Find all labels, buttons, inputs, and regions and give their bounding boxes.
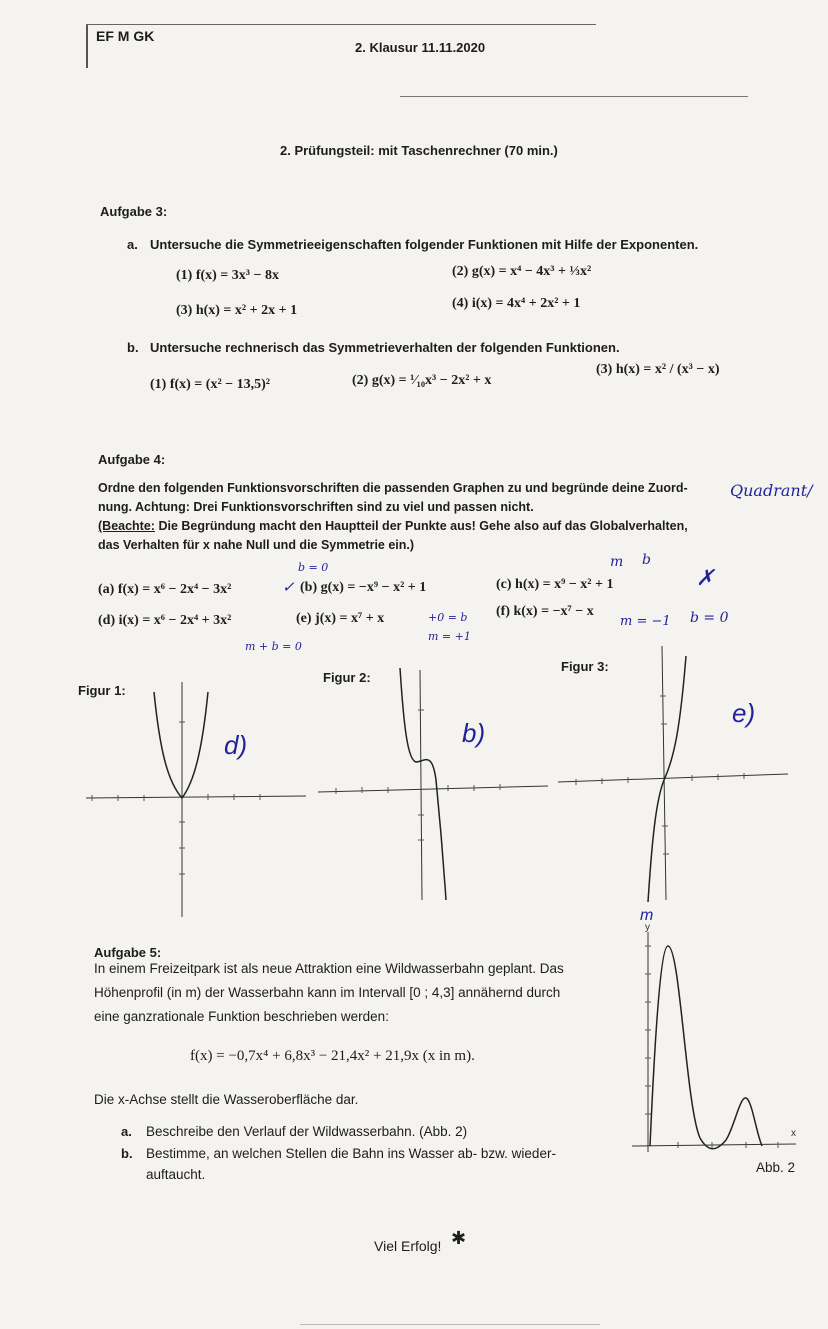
handwritten-m-minus: m = −1: [620, 614, 671, 629]
exam-title: 2. Klausur 11.11.2020: [355, 40, 486, 55]
task5-formula: f(x) = −0,7x⁴ + 6,8x³ − 21,4x² + 21,9x (x in m).: [190, 1048, 475, 1064]
task5-a-label: a.: [121, 1124, 132, 1139]
figure-2-curve: [400, 668, 446, 900]
abb2-graph: [628, 906, 818, 1176]
abb2-x-label: x: [791, 1128, 796, 1139]
task4-note-text: Die Begründung macht den Hauptteil der Punkte aus! Gehe also auf das Globalverhalten,: [154, 519, 688, 533]
task3-b-item-2: (2) g(x) = ¹⁄₁₀x³ − 2x² + x: [352, 373, 492, 388]
task4-function-e: (e) j(x) = x⁷ + x: [296, 611, 385, 626]
task3-b-item-3: (3) h(x) = x² / (x³ − x): [596, 362, 720, 377]
task4-function-c: (c) h(x) = x⁹ − x² + 1: [496, 577, 614, 592]
figure-2-label: Figur 2:: [323, 670, 371, 685]
margin-note: Quadrant/: [730, 481, 813, 500]
figure-1-curve: [154, 692, 208, 798]
handwritten-m-plus: m = +1: [428, 630, 471, 643]
abb2-x-axis: [632, 1144, 796, 1146]
task3-title: Aufgabe 3:: [100, 204, 168, 219]
handwritten-cross: ✗: [696, 566, 715, 591]
abb2-handwritten-m: m: [640, 907, 654, 924]
course-label: EF M GK: [96, 28, 155, 44]
figure-1-label: Figur 1:: [78, 683, 126, 698]
task4-text-2: nung. Achtung: Drei Funktionsvorschriften sind zu viel und passen nicht.: [98, 500, 534, 514]
task5-text-2: Höhenprofil (in m) der Wasserbahn kann im Intervall [0 ; 4,3] annähernd durch: [94, 985, 561, 1000]
task4-function-d: (d) i(x) = x⁶ − 2x⁴ + 3x²: [98, 613, 232, 628]
task4-note-label: (Beachte:: [98, 519, 155, 533]
task3-a-label: a.: [127, 237, 138, 252]
figure-3-x-axis: [558, 774, 788, 782]
figure-1-handwritten-label: d): [224, 730, 248, 760]
task5-text-1: In einem Freizeitpark ist als neue Attraktion eine Wildwasserbahn geplant. Das: [94, 961, 564, 976]
task3-b-text: Untersuche rechnerisch das Symmetrieverhalten der folgenden Funktionen.: [150, 340, 620, 355]
figure-3-label: Figur 3:: [561, 659, 609, 674]
task4-function-a: (a) f(x) = x⁶ − 2x⁴ − 3x²: [98, 582, 232, 597]
task3-a-item-3: (3) h(x) = x² + 2x + 1: [176, 303, 298, 318]
figure-2-graph: [316, 650, 556, 915]
header-box: [86, 24, 88, 68]
task5-text-4: Die x-Achse stellt die Wasseroberfläche dar.: [94, 1092, 359, 1107]
task3-b-label: b.: [127, 340, 139, 355]
star-icon: ✱: [451, 1228, 467, 1248]
bottom-rule: [300, 1324, 600, 1325]
task4-function-b: (b) g(x) = −x⁹ − x² + 1: [300, 580, 427, 595]
abb2-curve: [650, 946, 762, 1149]
figure-3-y-axis: [662, 646, 666, 900]
task5-b-text-2: auftaucht.: [146, 1167, 206, 1182]
task4-text-1: Ordne den folgenden Funktionsvorschriften die passenden Graphen zu und begründe deine Zuord-: [98, 481, 688, 495]
task5-title: Aufgabe 5:: [94, 945, 162, 960]
task3-a-item-1: (1) f(x) = 3x³ − 8x: [176, 268, 279, 283]
section-title: 2. Prüfungsteil: mit Taschenrechner (70 min.): [280, 143, 558, 158]
handwritten-check: ✓: [282, 578, 295, 596]
figure-1-x-axis: [86, 796, 306, 798]
task3-b-item-1: (1) f(x) = (x² − 13,5)²: [150, 377, 270, 392]
handwritten-zero-b: +0 = b: [428, 611, 468, 624]
handwritten-b-zero: b = 0: [690, 610, 729, 626]
task5-text-3: eine ganzrationale Funktion beschrieben werden:: [94, 1009, 389, 1024]
figure-1-graph: [84, 662, 314, 927]
figure-3-handwritten-label: e): [732, 698, 756, 728]
task4-text-4: das Verhalten für x nahe Null und die Symmetrie ein.): [98, 538, 415, 552]
handwritten-m: m: [610, 554, 624, 570]
figure-2-x-axis: [318, 786, 548, 792]
task3-a-item-4: (4) i(x) = 4x⁴ + 2x² + 1: [452, 296, 581, 311]
abb2-y-label: y: [645, 922, 650, 933]
task5-b-text-1: Bestimme, an welchen Stellen die Bahn ins Wasser ab- bzw. wieder-: [146, 1146, 556, 1161]
task5-b-label: b.: [121, 1146, 133, 1161]
task4-note: [98, 519, 688, 533]
figure-3-graph: [556, 640, 796, 910]
task4-title: Aufgabe 4:: [98, 452, 166, 467]
figure-2-handwritten-label: b): [462, 718, 486, 748]
handwritten-m-b-zero: m + b = 0: [245, 640, 302, 653]
header-top-line: [86, 24, 596, 25]
task4-function-f: (f) k(x) = −x⁷ − x: [496, 604, 594, 619]
footer-text: Viel Erfolg!: [374, 1238, 442, 1254]
name-line: [400, 96, 748, 97]
abb2-label: Abb. 2: [756, 1160, 796, 1175]
task3-a-item-2: (2) g(x) = x⁴ − 4x³ + ⅓x²: [452, 264, 592, 279]
task5-a-text: Beschreibe den Verlauf der Wildwasserbahn. (Abb. 2): [146, 1124, 468, 1139]
handwritten-b: b: [642, 552, 651, 568]
handwritten-b-eq-zero: b = 0: [298, 561, 329, 574]
task3-a-text: Untersuche die Symmetrieeigenschaften folgender Funktionen mit Hilfe der Exponenten.: [150, 237, 699, 252]
figure-2-y-axis: [420, 670, 422, 900]
